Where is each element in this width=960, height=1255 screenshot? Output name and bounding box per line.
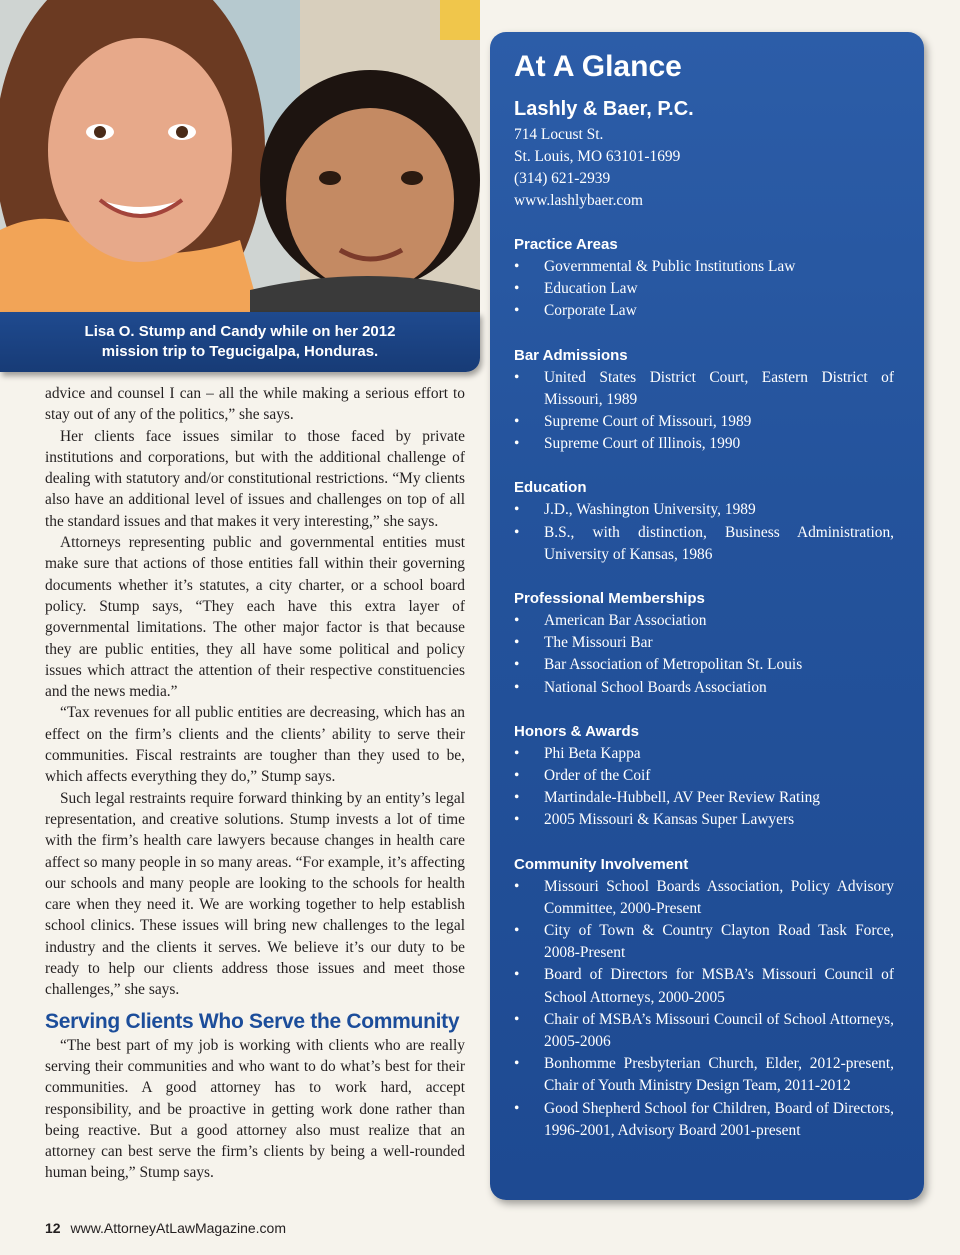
bullet-icon: • [514,523,520,541]
list-item [514,278,894,300]
list-item [514,787,894,809]
list-item-text: United States District Court, Eastern District of Missouri, 1989 [544,368,894,408]
article-paragraph: advice and counsel I can – all the while making a serious effort to stay out of any of the politics,” she says. [45,385,465,424]
bullet-icon: • [514,789,520,807]
page-footer [45,1220,286,1236]
list-item [514,654,894,676]
list-item-text: J.D., Washington University, 1989 [544,501,756,519]
section-heading: Bar Admissions [514,346,628,364]
list-item [514,632,894,654]
list-item [514,256,894,278]
list-item [514,610,894,632]
article-paragraph: Such legal restraints require forward thinking by an entity’s legal representation, and creative solutions. Stump invests a lot of time with the firm’s health care lawyers because changes in health care affect so many people in so many areas. “For example, it’s affecting our schools and many people are looking to the schools for health care when they need it. We are working together to help establish school clinics. These issues will bring new challenges to the legal industry and the clients it serves. We believe it’s our duty to be ready to help our clients address those issues and meet those challenges,” she says. [45,789,465,999]
section-heading: Education [514,479,587,497]
list-item [514,964,894,1008]
bullet-icon: • [514,258,520,275]
phone-number: (314) 621-2939 [514,170,611,187]
list-item-text: B.S., with distinction, Business Administration, University of Kansas, 1986 [544,523,894,563]
article-paragraph: “Tax revenues for all public entities are decreasing, which has an effect on the firm’s clients and the clients’ ability to serve their communities. Fiscal restraints are tougher than they used to be, which affects everything they do,” Stump says. [45,704,465,786]
bullet-icon: • [514,922,520,940]
bullet-list [514,499,894,566]
list-item-text: American Bar Association [544,612,707,630]
bullet-list [514,876,894,1142]
bullet-icon: • [514,1055,520,1073]
page-number: 12 [45,1220,61,1236]
section-heading: Community Involvement [514,855,689,873]
list-item [514,876,894,920]
list-item-text: City of Town & Country Clayton Road Task Force, 2008-Present [544,922,894,962]
list-item-text: Bar Association of Metropolitan St. Louis [544,656,803,674]
caption-line: mission trip to Tegucigalpa, Honduras. [101,343,379,360]
list-item-text: 2005 Missouri & Kansas Super Lawyers [544,811,795,829]
article-paragraph: Her clients face issues similar to those faced by private institutions and corporations, but with the additional challenge of dealing with statutory and/or constitutional restrictions. “My clients also have an additional level of issues and challenges on top of all the standard issues and that makes it very interesting,” she says. [45,427,465,530]
bullet-icon: • [514,966,520,984]
article-body [45,383,465,1184]
list-item [514,765,894,787]
list-item-text: Martindale-Hubbell, AV Peer Review Rating [544,789,820,807]
list-item [514,499,894,521]
bullet-icon: • [514,678,520,696]
bullet-icon: • [514,612,520,630]
bullet-icon: • [514,302,520,320]
list-item-text: Chair of MSBA’s Missouri Council of School Attorneys, 2005-2006 [544,1010,894,1051]
list-item [514,677,894,699]
bullet-list [514,610,894,699]
list-item-text: Education Law [544,280,638,298]
bullet-list [514,367,894,456]
list-item [514,300,894,322]
bullet-icon: • [514,435,520,453]
bullet-icon: • [514,1010,520,1028]
list-item-text: Good Shepherd School for Children, Board of Directors, 1996-2001, Advisory Board 2001-present [544,1099,894,1139]
sidebar-sections [514,234,894,1142]
list-item [514,1053,894,1097]
list-item-text: Order of the Coif [544,767,651,785]
bullet-icon: • [514,744,520,762]
address-line: 714 Locust St. [514,126,604,143]
list-item [514,367,894,411]
list-item-text: Missouri School Boards Association, Policy Advisory Committee, 2000-Present [544,877,894,917]
list-item [514,522,894,566]
website: www.lashlybaer.com [514,192,643,209]
bullet-icon: • [514,501,520,519]
caption-line: Lisa O. Stump and Candy while on her 2012 [84,323,396,340]
article-paragraph: “The best part of my job is working with clients who are really serving their communities and who want to do what’s best for their communities. A good attorney has to work hard, accept responsibility, and be proactive in getting work done rather than being reactive. But a good attorney also must realize that an attorney can best serve the firm’s clients by being a well-rounded human being,” Stump says. [45,1036,465,1182]
firm-name: Lashly & Baer, P.C. [514,98,694,120]
list-item-text: Phi Beta Kappa [544,744,641,762]
bullet-icon: • [514,413,520,431]
list-item [514,411,894,433]
article-paragraph: Attorneys representing public and governmental entities must make sure that actions of those entities fall within their governing documents whether it’s statutes, a city charter, or a school board policy. Stump says, “They each have this extra layer of governmental limitations. The other major factor is that because they are public entities, they all have some political and policy issues which attract the attention of their respective constituencies and the news media.” [45,534,465,701]
bullet-icon: • [514,368,520,386]
bullet-list [514,743,894,832]
bullet-icon: • [514,656,520,674]
address-line: St. Louis, MO 63101-1699 [514,148,681,165]
at-a-glance-sidebar [490,32,924,1200]
list-item-text: Supreme Court of Missouri, 1989 [544,413,752,431]
photo-caption [0,312,480,372]
list-item [514,743,894,765]
section-heading: Honors & Awards [514,722,640,740]
list-item-text: Corporate Law [544,302,637,320]
list-item-text: The Missouri Bar [544,634,653,652]
list-item [514,1098,894,1142]
bullet-icon: • [514,280,520,298]
list-item-text: Bonhomme Presbyterian Church, Elder, 2012-present, Chair of Youth Ministry Design Team, 2011-2012 [544,1055,894,1095]
list-item-text: National School Boards Association [544,678,767,696]
list-item [514,433,894,455]
list-item [514,809,894,831]
sidebar-title: At A Glance [514,50,682,83]
bullet-icon: • [514,1099,520,1117]
photo-illustration [0,0,480,312]
bullet-icon: • [514,811,520,829]
list-item-text: Governmental & Public Institutions Law [544,258,796,275]
list-item-text: Supreme Court of Illinois, 1990 [544,435,741,453]
list-item [514,920,894,964]
section-heading: Professional Memberships [514,590,705,608]
bullet-icon: • [514,634,520,652]
section-heading: Practice Areas [514,236,618,253]
section-heading: Serving Clients Who Serve the Community [45,1009,460,1033]
photo [0,0,480,312]
list-item-text: Board of Directors for MSBA’s Missouri Council of School Attorneys, 2000-2005 [544,966,894,1006]
bullet-icon: • [514,877,520,895]
magazine-url: www.AttorneyAtLawMagazine.com [70,1220,287,1236]
bullet-icon: • [514,767,520,785]
bullet-list [514,256,894,323]
list-item [514,1009,894,1053]
